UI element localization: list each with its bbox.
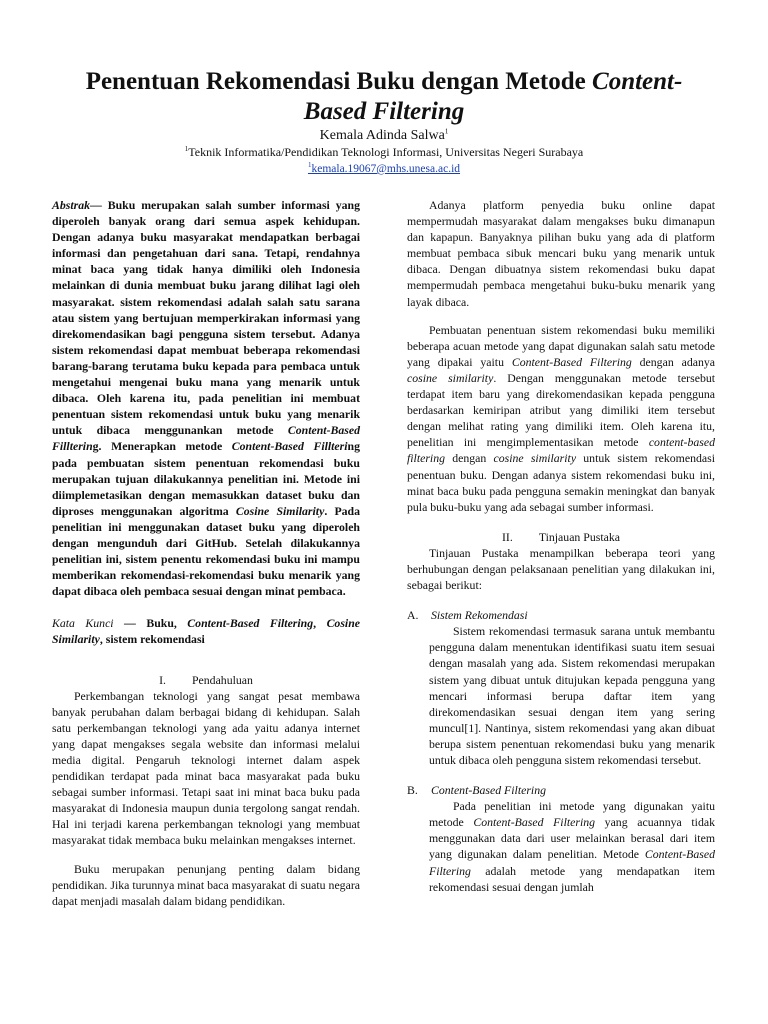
section-title: Tinjauan Pustaka — [538, 529, 620, 544]
paragraph-italic: Content-Based Filtering — [429, 847, 715, 878]
subsection-title: Content-Based Filtering — [431, 783, 547, 798]
right-column — [407, 197, 715, 895]
subsection-letter: A. — [407, 608, 419, 623]
paragraph-italic: Content-Based Filtering — [511, 354, 632, 369]
left-column — [52, 197, 360, 909]
title-text: Penentuan Rekomendasi Buku dengan Metode — [85, 68, 593, 95]
abstract-italic: Content-Based Fillterin — [52, 423, 360, 454]
paragraph-text: . Dengan menggunakan metode tersebut terdapat item baru yang direkomendasikan kepada pengguna berdasarkan kemiripan atribut yang dimiliki item tersebut dengan melihat rating yang dimiliki item. Oleh karena itu, penelitian ini mengimplementasikan metode — [407, 370, 716, 450]
subsection-letter: B. — [407, 783, 418, 798]
abstract-italic: Cosine Similarity — [235, 503, 325, 518]
paragraph-italic: cosine similarity — [493, 451, 577, 466]
paragraph — [407, 322, 715, 515]
keywords-text: , — [313, 616, 327, 631]
paragraph-text: dengan adanya — [631, 354, 715, 369]
author-superscript: 1 — [444, 127, 449, 136]
paragraph-text: Pembuatan penentuan sistem rekomendasi buku memiliki beberapa acuan metode yang dapat digunakan salah satu metode yang dipakai yaitu — [407, 322, 715, 369]
section-number: I. — [159, 672, 166, 687]
paragraph-text: adalah metode yang mendapatkan item rekomendasi sesuai dengan jumlah — [429, 863, 715, 894]
section-number: II. — [502, 529, 513, 544]
paragraph-italic: content-based filtering — [407, 435, 715, 466]
paragraph: Perkembangan teknologi yang sangat pesat membawa banyak perubahan dalam berbagai bidang di kehidupan. Salah satu perkembangan teknologi yang ada yaitu adanya internet yang dapat mengakses segala website dan informasi melalui media digital. Pengaruh teknologi internet dalam aspek pendidikan terdapat pada minat baca masyarakat pada buku sebagai sumber informasi. Tetapi saat ini minat baca buku pada masyarakat di Indonesia maupun dunia tergolong sangat rendah. Hal ini terjadi karena perkembangan teknologi yang membuat masyarakat tidak membaca buku melainkan mengakses internet. — [52, 688, 360, 848]
affiliation-line — [0, 145, 768, 160]
paragraph-text: untuk sistem rekomendasi penentuan buku. Dengan adanya sistem rekomendasi buku ini, minat baca buku pada pengguna semakin meningkat dan banyak pula buku-buku yang ada sebagai sumber informasi. — [407, 451, 715, 514]
paragraph-text: Pada penelitian ini metode yang digunakan yaitu metode — [429, 799, 715, 830]
paragraph: Sistem rekomendasi termasuk sarana untuk membantu pengguna dalam menentukan identifikasi suatu item sesuai dengan masalah yang ada. Sistem rekomendasi merupakan sistem yang dibuat untuk ditujukan kepada pengguna yang mencari informasi berupa daftar item yang direkomendasikan sesuai dengan item yang sering muncul[1]. Nantinya, sistem rekomendasi yang akan dibuat berupa sistem penentuan rekomendasi buku yang menarik untuk dibaca oleh pengguna sistem rekomendasi tersebut. — [429, 624, 715, 767]
paragraph: Adanya platform penyedia buku online dapat mempermudah masyarakat dalam mengakses buku dimanapun dan kapapun. Banyaknya pilihan buku yang ada di platform membuat pembaca sibuk mencari buku yang menarik untuk dibaca. Dengan dibuatnya sistem rekomendasi buku dapat mempermudah pembaca mengetahui buku-buku menarik yang layak dibaca. — [407, 198, 715, 309]
abstract-italic: Content-Based Fillteri — [231, 439, 348, 454]
email-text: kemala.19067@mhs.unesa.ac.id — [311, 163, 461, 175]
subsection-heading-a — [407, 607, 715, 623]
title-italic-part: Based Filtering — [303, 98, 465, 125]
author-line — [0, 127, 768, 144]
paper-title — [40, 67, 728, 127]
abstract — [52, 197, 360, 599]
affiliation-text: Teknik Informatika/Pendidikan Teknologi Informasi, Universitas Negeri Surabaya — [188, 145, 584, 159]
section-heading-1 — [52, 672, 360, 688]
paragraph: Buku merupakan penunjang penting dalam bidang pendidikan. Jika turunnya minat baca masyarakat di suatu negara dapat menjadi masalah dalam bidang pendidikan. — [52, 861, 360, 908]
email-link[interactable] — [308, 163, 460, 175]
subsection-heading-b — [407, 782, 715, 798]
email-superscript: 1 — [307, 161, 312, 170]
keywords-dash: — — [113, 616, 147, 631]
abstract-label: Abstrak — [52, 198, 91, 212]
title-italic-part: Content- — [592, 68, 683, 95]
paragraph — [429, 798, 715, 895]
section-title: Pendahuluan — [191, 672, 253, 687]
subsection-body-a — [407, 623, 715, 768]
paragraph: Tinjauan Pustaka menampilkan beberapa teori yang berhubungan dengan pelaksanaan penelitian yang dilakukan ini, sebagai berikut: — [407, 545, 715, 593]
abstract-text: . Pada penelitian ini menggunakan dataset buku yang diperoleh dengan mengunduh dari GitHub. Setelah dilakukannya penelitian ini, sistem penentu rekomendasi buku ini mampu memberikan rekomendasi-rekomendasi buku menarik yang dapat dibaca oleh pembaca sesuai dengan minat pembaca. — [52, 503, 361, 599]
paragraph-italic: cosine similarity — [407, 370, 494, 385]
keywords-italic: Content-Based Filtering — [187, 616, 314, 631]
abstract-text: Buku merupakan salah sumber informasi yang diperoleh banyak orang dari semua aspek kehidupan. Dengan adanya buku masyarakat mendapatkan berbagai informasi dan pengetahuan dari sana. Tetapi, rendahnya minat baca yang tidak hanya dimiliki oleh Indonesia melainkan di dunia membuat buku jarang dilihat lagi oleh masyarakat. sistem rekomendasi adalah salah satu sarana atau sistem yang bertujuan memperkirakan informasi yang direkomendasikan bagi pengguna sistem tersebut. Adanya sistem rekomendasi dapat membuat beberapa rekomendasi barang-barang terutama buku kepada para pembaca untuk mengetahui mengenai buku mana yang menarik untuk dibaca. Oleh karena itu, pada penelitian ini membuat penentuan sistem rekomendasi untuk buku yang menarik untuk dibaca menggunankan metode — [52, 198, 360, 438]
paragraph-text: dengan — [445, 451, 494, 466]
paragraph-italic: Content-Based Filtering — [473, 815, 596, 830]
paragraph-text: yang acuannya tidak menggunakan data dari user melainkan berasal dari item yang digunakan dalam penelitian. Metode — [429, 815, 715, 862]
keywords-italic: Cosine Similarity — [52, 616, 360, 647]
author-name: Kemala Adinda Salwa — [319, 128, 445, 143]
section-heading-2 — [407, 529, 715, 545]
subsection-title: Sistem Rekomendasi — [431, 608, 528, 623]
affiliation-superscript: 1 — [184, 145, 189, 153]
keywords — [52, 615, 360, 647]
abstract-dash: — — [90, 198, 108, 212]
keywords-label: Kata Kunci — [52, 616, 114, 631]
keywords-text: , sistem rekomendasi — [99, 632, 205, 647]
email-line — [0, 162, 768, 176]
abstract-text: g. Menerapkan metode — [92, 439, 232, 454]
keywords-text: Buku, — [146, 616, 188, 631]
abstract-text: ng pada pembuatan sistem penentuan rekomendasi buku merupakan tujuan dilakukannya penelitian ini. Metode ini diimplemetasikan dengan memasukkan dataset buku dan diproses menggunakan algoritma — [52, 439, 360, 518]
subsection-body-b — [407, 798, 715, 895]
